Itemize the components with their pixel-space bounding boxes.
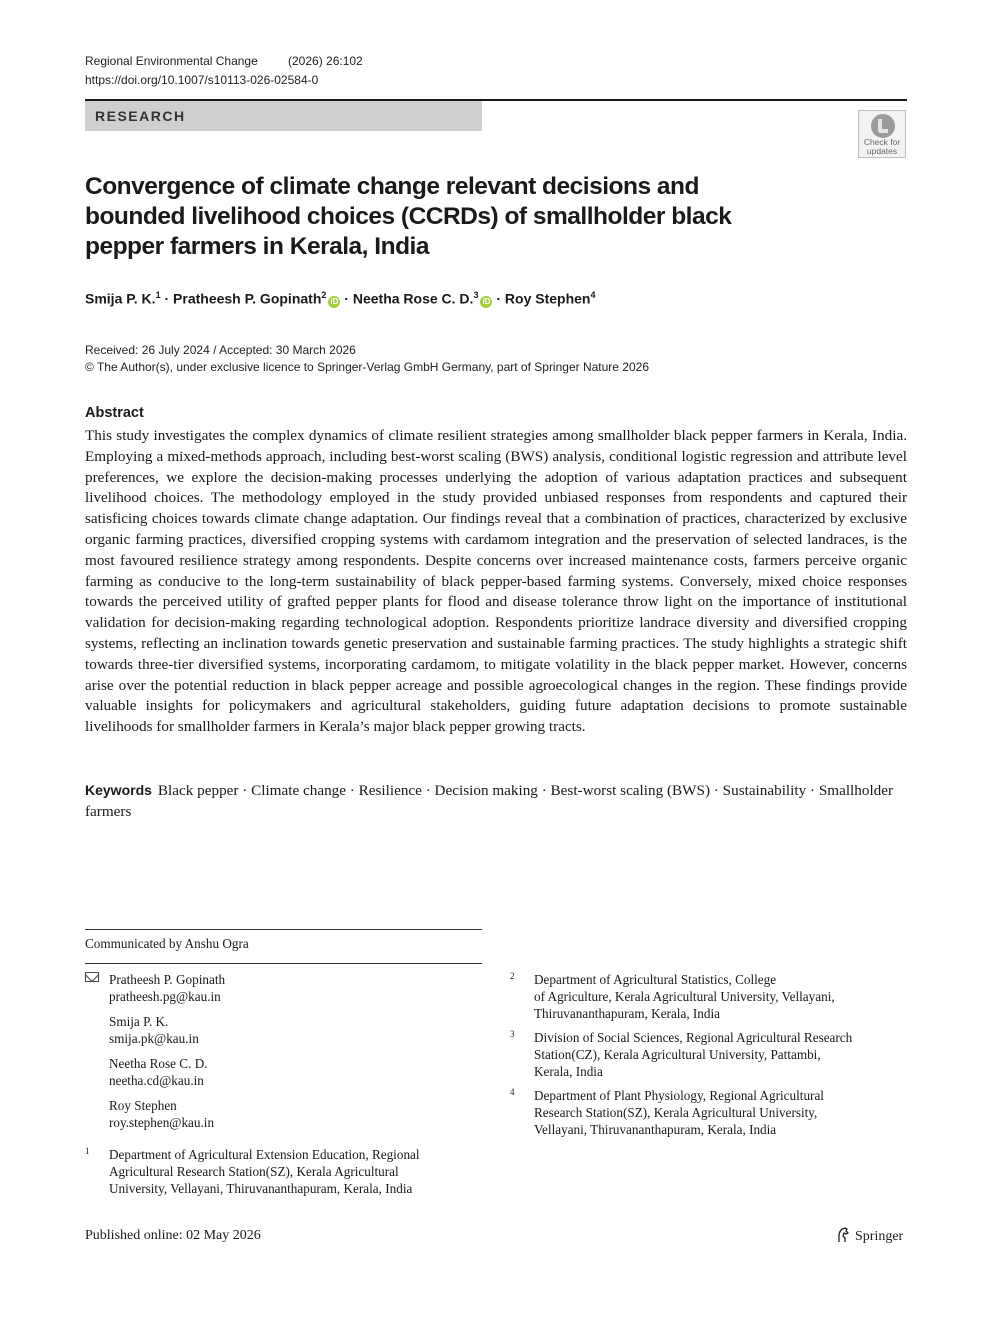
contact-email[interactable]: neetha.cd@kau.in: [109, 1073, 204, 1088]
orcid-icon[interactable]: iD: [330, 296, 339, 306]
check-for-updates-button[interactable]: [858, 110, 906, 158]
affiliation-text: [534, 1029, 852, 1080]
affiliation-text: [109, 1146, 420, 1197]
publisher-name: Springer: [855, 1229, 904, 1244]
keywords-label: Keywords: [85, 782, 152, 798]
affiliation-line: University, Vellayani, Thiruvananthapuram, Kerala, India: [109, 1181, 413, 1196]
contact-name: Smija P. K.: [109, 1014, 169, 1029]
author-affiliation-mark: 1: [155, 290, 161, 300]
author-separator: ·: [340, 290, 353, 307]
author-affiliation-mark: 3: [473, 290, 479, 300]
affiliation-line: Department of Agricultural Extension Education, Regional: [109, 1147, 420, 1162]
affiliation-number: 4: [510, 1087, 515, 1097]
affiliation-line: Research Station(SZ), Kerala Agricultural University,: [534, 1105, 818, 1120]
envelope-icon: [85, 972, 99, 982]
contact-email[interactable]: pratheesh.pg@kau.in: [109, 989, 221, 1004]
check-updates-label: Check for updates: [863, 137, 901, 156]
contact-entry: [109, 1055, 208, 1089]
footnote-rule: [85, 963, 482, 964]
journal-volume: (2026) 26:102: [288, 54, 363, 68]
abstract-text: This study investigates the complex dynamics of climate resilient strategies among smallholder black pepper farmers in Kerala, India. Employing a mixed-methods approach, including best-worst scaling (BWS) analysis, conditional logistic regression and attribute level preferences, we explore the decision-making processes underlying the adoption of various adaptation practices and subsequent livelihood choices. The methodology employed in the study provided unbiased responses from respondents and captured their satisficing choices towards climate change adaptation. Our findings reveal that a combination of practices, characterized by exclusive organic farming practices, diversified cropping systems with cardamom integration and the preservation of selected landraces, is the most favoured resilience strategy among respondents. Despite concerns over increased maintenance costs, farmers perceive organic farming as conducive to the long-term sustainability of black pepper-based farming systems. Conversely, mixed choice responses towards the perceived utility of grafted pepper plants for flood and disease tolerance throw light on the importance of institutional validation for decision-making regarding technological adoption. Respondents prioritize landrace diversity and diversified cropping systems, reflecting an inclination towards genetic preservation and sustainable farming practices. The study highlights a strategic shift towards three-tier diversified systems, incorporating cardamom, to mitigate volatility in the black pepper market. However, concerns arise over the potential reduction in black pepper acreage and possible agroecological changes in the region. These findings provide valuable insights for policymakers and agricultural stakeholders, guiding future adaptation decisions to promote sustainable livelihoods for smallholder farmers in Kerala’s major black pepper growing tracts.: [85, 427, 907, 736]
affiliation-line: Division of Social Sciences, Regional Agricultural Research: [534, 1030, 853, 1045]
affiliation-line: Station(CZ), Kerala Agricultural University, Pattambi,: [534, 1047, 821, 1062]
affiliation-number: 2: [510, 971, 515, 981]
received-accepted: Received: 26 July 2024 / Accepted: 30 March 2026: [85, 343, 356, 357]
doi-link[interactable]: https://doi.org/10.1007/s10113-026-02584-0: [85, 73, 319, 87]
author-name[interactable]: Smija P. K.: [85, 290, 156, 307]
contact-entry: [109, 1097, 214, 1131]
affiliation-number: 1: [85, 1146, 90, 1156]
author-affiliation-mark: 2: [321, 290, 327, 300]
communicated-by: Communicated by Anshu Ogra: [85, 936, 249, 951]
check-updates-icon: [871, 114, 895, 138]
copyright-line: © The Author(s), under exclusive licence to Springer-Verlag GmbH Germany, part of Springer Nature 2026: [85, 360, 649, 374]
section-label: RESEARCH: [85, 101, 482, 131]
keywords: [85, 780, 907, 823]
affiliation-line: Agricultural Research Station(SZ), Kerala Agricultural: [109, 1164, 399, 1179]
keywords-list: Black pepper · Climate change · Resilience · Decision making · Best-worst scaling (BWS) · Sustainability · Smallholder farmers: [85, 782, 894, 820]
springer-horse-icon: [836, 1227, 850, 1243]
author-affiliation-mark: 4: [590, 290, 596, 300]
affiliation-text: [534, 971, 835, 1022]
contact-name: Pratheesh P. Gopinath: [109, 972, 226, 987]
author-separator: ·: [492, 290, 505, 307]
author-name[interactable]: Roy Stephen: [504, 290, 591, 307]
affiliation-text: [534, 1087, 824, 1138]
orcid-icon[interactable]: iD: [482, 296, 491, 306]
journal-name: Regional Environmental Change: [85, 54, 258, 68]
contact-entry: [109, 971, 225, 1005]
contact-entry: [109, 1013, 199, 1047]
article-title: Convergence of climate change relevant decisions and bounded livelihood choices (CCRDs) of smallholder black pepper farmers in Kerala, India: [85, 173, 732, 260]
contact-name: Neetha Rose C. D.: [109, 1056, 208, 1071]
publisher-logo: [836, 1227, 903, 1245]
published-online: Published online: 02 May 2026: [85, 1228, 261, 1243]
contact-email[interactable]: roy.stephen@kau.in: [109, 1115, 215, 1130]
affiliation-line: Department of Agricultural Statistics, College: [534, 972, 777, 987]
contact-email[interactable]: smija.pk@kau.in: [109, 1031, 199, 1046]
affiliation-line: Thiruvananthapuram, Kerala, India: [534, 1006, 721, 1021]
author-name[interactable]: Pratheesh P. Gopinath: [173, 290, 322, 307]
affiliation-line: Vellayani, Thiruvananthapuram, Kerala, India: [534, 1122, 777, 1137]
affiliation-line: Kerala, India: [534, 1064, 603, 1079]
affiliation-number: 3: [510, 1029, 515, 1039]
author-separator: ·: [160, 290, 174, 307]
footnote-rule: [85, 929, 482, 930]
affiliation-line: Department of Plant Physiology, Regional Agricultural: [534, 1088, 824, 1103]
author-list: [85, 290, 596, 308]
affiliation-line: of Agriculture, Kerala Agricultural University, Vellayani,: [534, 989, 835, 1004]
author-name[interactable]: Neetha Rose C. D.: [352, 290, 474, 307]
article-dates: [85, 342, 649, 376]
contact-name: Roy Stephen: [109, 1098, 177, 1113]
abstract-heading: Abstract: [85, 405, 144, 421]
